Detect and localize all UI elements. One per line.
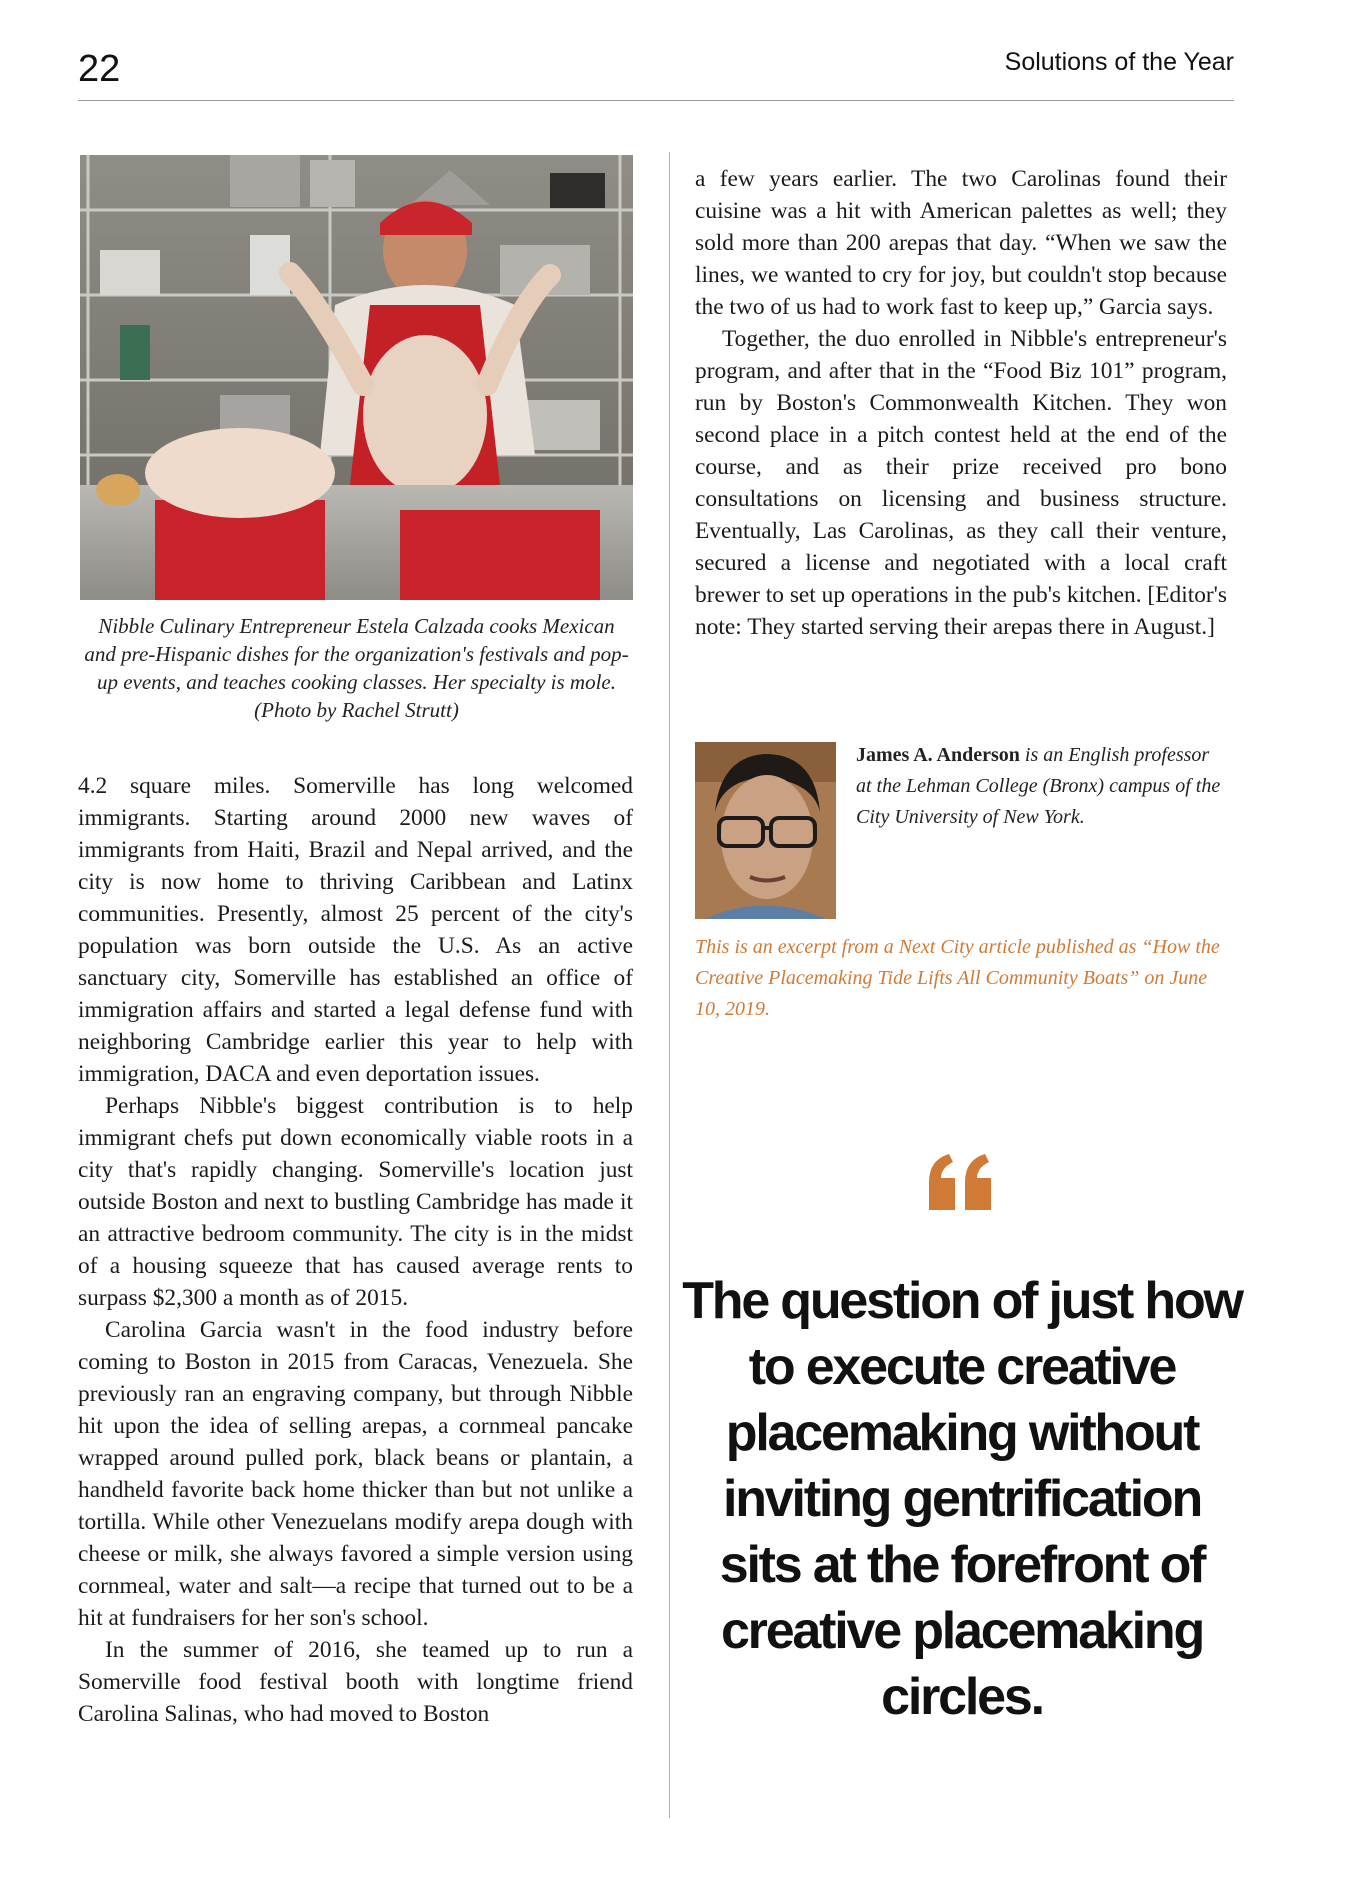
left-paragraph: In the summer of 2016, she teamed up to run a Somerville food festival booth with longtime friend Carolina Salinas, who had moved to Boston (78, 1637, 633, 1727)
left-paragraph: 4.2 square miles. Somerville has long welcomed immigrants. Starting around 2000 new waves of immigrants from Haiti, Brazil and Nepal arrived, and the city is now home to thriving Caribbean and Latinx communities. Presently, almost 25 percent of the city's population was born outside the U.S. As an active sanctuary city, Somerville has established an office of immigration affairs and started a legal defense fund with neighboring Cambridge earlier this year to help with immigration, DACA and even deportation issues. (78, 773, 633, 1087)
author-photo (695, 742, 836, 919)
author-name: James A. Anderson (856, 744, 1020, 766)
excerpt-note: This is an excerpt from a Next City article published as “How the Creative Placemaking Tide Lifts All Community Boats” on June 10, 2019. (695, 936, 1220, 1020)
chef-photo (80, 155, 633, 600)
page-number: 22 (78, 48, 121, 90)
left-paragraph: Carolina Garcia wasn't in the food industry before coming to Boston in 2015 from Caracas, Venezuela. She previously ran an engraving company, but through Nibble hit upon the idea of selling arepas, a cornmeal pancake wrapped around pulled pork, black beans or plantain, a handheld favorite back home thicker than but not unlike a tortilla. While other Venezuelans modify arepa dough with cheese or milk, she always favored a simple version using cornmeal, water and salt—a recipe that turned out to be a hit at fundraisers for her son's school. (78, 1317, 633, 1631)
header-rule (78, 100, 1234, 101)
author-description: is an English professor at the Lehman College (Bronx) campus of the City University of New York. (856, 744, 1221, 828)
right-column (695, 163, 1227, 643)
right-paragraph: Together, the duo enrolled in Nibble's entrepreneur's program, and after that in the “Food Biz 101” program, run by Boston's Commonwealth Kitchen. They won second place in a pitch contest held at the end of the course, and as their prize received pro bono consultations on licensing and business structure. Eventually, Las Carolinas, as they call their venture, secured a license and negotiated with a local craft brewer to set up operations in the pub's kitchen. [Editor's note: They started serving their arepas there in August.] (695, 326, 1227, 640)
pull-quote: The question of just how to execute creative placemaking without inviting gentrification sits at the forefront of creative placemaking circles. (682, 1272, 1242, 1726)
left-column (78, 770, 633, 1730)
left-paragraph: Perhaps Nibble's biggest contribution is to help immigrant chefs put down economically viable roots in a city that's rapidly changing. Somerville's location just outside Boston and next to bustling Cambridge has made it an attractive bedroom community. The city is in the midst of a housing squeeze that has caused average rents to surpass $2,300 a month as of 2015. (78, 1093, 633, 1311)
column-divider (669, 152, 670, 1818)
quote-mark-icon (925, 1152, 995, 1212)
author-bio (856, 740, 1228, 833)
photo-caption: Nibble Culinary Entrepreneur Estela Calzada cooks Mexican and pre-Hispanic dishes for the organization's festivals and pop-up events, and teaches cooking classes. Her specialty is mole. (Photo by Rachel Strutt) (84, 614, 629, 722)
running-head: Solutions of the Year (1004, 48, 1234, 76)
right-paragraph: a few years earlier. The two Carolinas found their cuisine was a hit with American palettes as well; they sold more than 200 arepas that day. “When we saw the lines, we wanted to cry for joy, but couldn't stop because the two of us had to work fast to keep up,” Garcia says. (695, 166, 1227, 320)
